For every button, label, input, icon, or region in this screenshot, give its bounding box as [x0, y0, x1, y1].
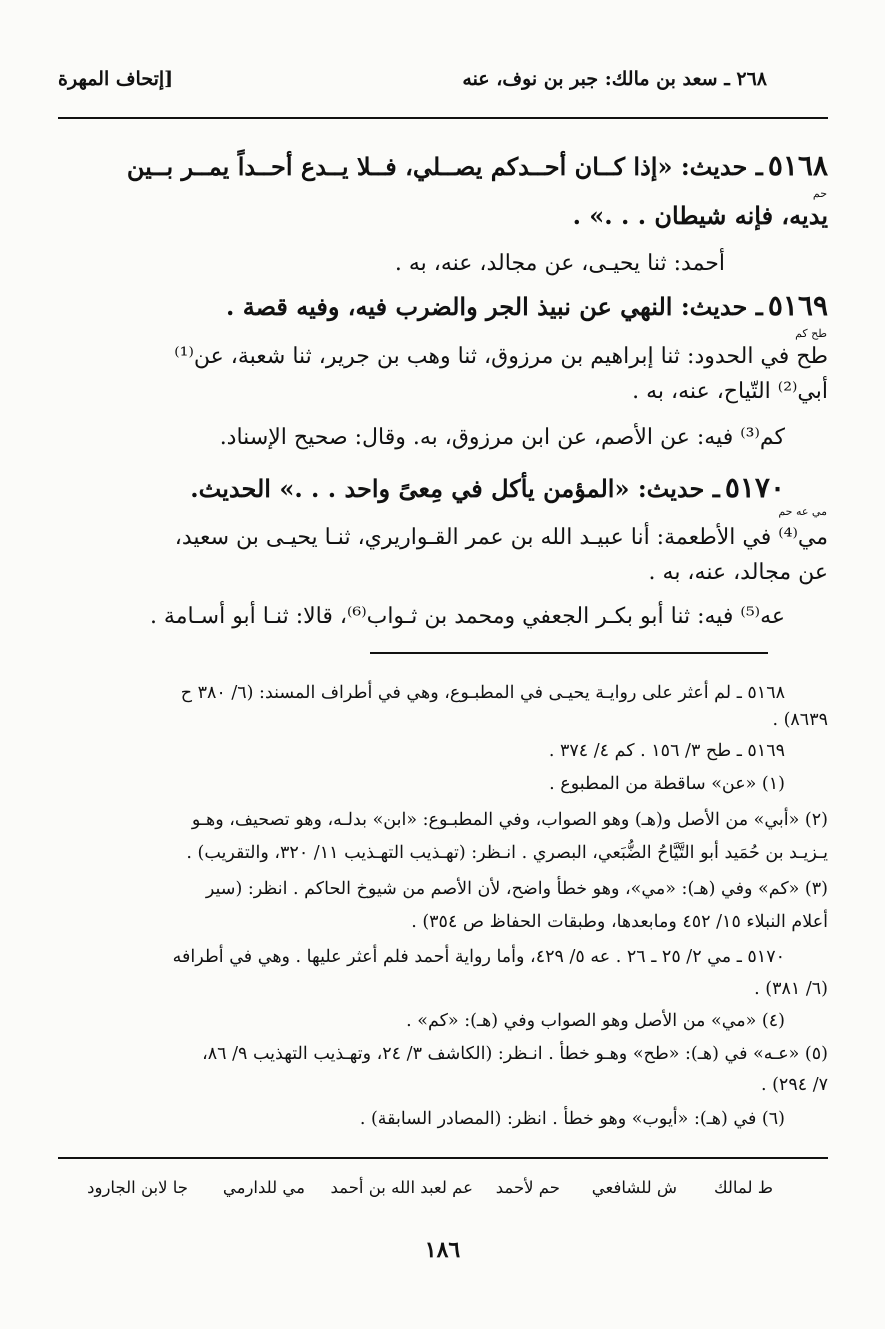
footnote-line: (١) «عن» ساقطة من المطبوع .	[549, 774, 785, 794]
entry-5169-line3: أبي⁽²⁾ التّياح، عنه، به .	[632, 379, 828, 404]
source-symbols: حم	[812, 187, 827, 200]
entry-5170-line4: عه⁽⁵⁾ فيه: ثنا أبو بكـر الجعفي ومحمد بن ثـواب⁽⁶⁾، قالا: ثنـا أبو أسـامة .	[149, 604, 785, 629]
entry-5170-line3: عن مجالد، عنه، به .	[648, 560, 828, 585]
entry-5169-line4: كم⁽³⁾ فيه: عن الأصم، عن ابن مرزوق، به. وقال: صحيح الإسناد.	[219, 425, 785, 450]
header-rule	[58, 117, 828, 119]
footnote-line: (٦/ ٣٨١) .	[754, 979, 828, 999]
footnote-line: أعلام النبلاء ١٥/ ٤٥٢ ومابعدها، وطبقات الحفاظ ص ٣٥٤) .	[411, 912, 828, 932]
footnote-line: ٨٦٣٩) .	[772, 710, 828, 730]
hadith-text: ـ حديث: النهي عن نبيذ الجر والضرب فيه، وفيه قصة .	[226, 292, 763, 321]
footnote-line: ٥١٧٠ ـ مي ٢/ ٢٥ ـ ٢٦ . عه ٥/ ٤٢٩، وأما رواية أحمد فلم أعثر عليها . وهي في أطرافه	[172, 947, 785, 967]
footnote-line: (٢) «أبي» من الأصل و(هـ) وهو الصواب، وفي المطبـوع: «ابن» بدلـه، وهو تصحيف، وهـو	[191, 810, 828, 830]
footnote-line: يـزيـد بن حُمَيد أبو التَّيَّاحُ الضُّبَعي، البصري . انـظر: (تهـذيب التهـذيب ١١/ ٣٢٠، والتقريب) .	[186, 843, 828, 863]
entry-5168-line2: يديه، فإنه شيطان . . .» .	[572, 201, 828, 230]
entry-5170-line1	[190, 471, 785, 504]
footnote-line: (٦) في (هـ): «أيوب» وهو خطأ . انظر: (المصادر السابقة) .	[359, 1109, 785, 1129]
source-symbols: مي عه حم	[778, 505, 827, 518]
entry-number: ٥١٦٨	[767, 149, 828, 182]
legend-rule	[58, 1157, 828, 1159]
entry-5168-isnad: أحمد: ثنا يحيـى، عن مجالد، عنه، به .	[394, 251, 725, 276]
footnote-line: (٥) «عـه» في (هـ): «طح» وهـو خطأ . انـظر: (الكاشف ٣/ ٢٤، وتهـذيب التهذيب ٩/ ٨٦،	[202, 1044, 828, 1064]
entry-number: ٥١٦٩	[767, 289, 828, 322]
legend-item: ش للشافعي	[591, 1178, 677, 1197]
entry-5169-line1	[226, 289, 828, 322]
entry-5170-line2: مي⁽⁴⁾ في الأطعمة: أنا عبيـد الله بن عمر القـواريري، ثنـا يحيـى بن سعيد،	[174, 525, 828, 550]
entry-5168-line1	[126, 149, 828, 182]
source-symbols: طح كم	[795, 327, 827, 340]
legend-item: مي للدارمي	[222, 1178, 305, 1197]
running-header-book: [إتحاف المهرة	[58, 68, 174, 90]
legend-item: ط لمالك	[713, 1178, 773, 1197]
hadith-text: ـ حديث: «المؤمن يأكل في مِعىً واحد . . .» الحديث.	[190, 474, 720, 503]
legend-item: عم لعبد الله بن أحمد	[330, 1178, 473, 1197]
entry-number: ٥١٧٠	[724, 471, 785, 504]
footnote-line: (٣) «كم» وفي (هـ): «مي»، وهو خطأ واضح، لأن الأصم من شيوخ الحاكم . انظر: (سير	[205, 879, 828, 899]
entry-5169-line2: طح في الحدود: ثنا إبراهيم بن مرزوق، ثنا وهب بن جرير، ثنا شعبة، عن⁽¹⁾	[174, 344, 828, 369]
footnote-line: ٥١٦٨ ـ لم أعثر على روايـة يحيـى في المطبـوع، وهي في أطراف المسند: (٦/ ٣٨٠ ح	[180, 683, 785, 703]
running-header-title: ٢٦٨ ـ سعد بن مالك: جبر بن نوف، عنه	[462, 68, 767, 90]
footnote-line: (٤) «مي» من الأصل وهو الصواب وفي (هـ): «كم» .	[406, 1011, 785, 1031]
legend-item: حم لأحمد	[495, 1178, 560, 1197]
footnote-line: ٧/ ٢٩٤) .	[760, 1075, 828, 1095]
legend-item: جا لابن الجارود	[87, 1178, 188, 1197]
page-number: ١٨٦	[424, 1237, 461, 1263]
footnote-separator	[370, 652, 768, 654]
footnote-line: ٥١٦٩ ـ طح ٣/ ١٥٦ . كم ٤/ ٣٧٤ .	[548, 741, 785, 761]
hadith-text: ـ حديث: «إذا كــان أحــدكم يصــلي، فــلا يــدع أحــداً يمــر بــين	[126, 152, 763, 181]
